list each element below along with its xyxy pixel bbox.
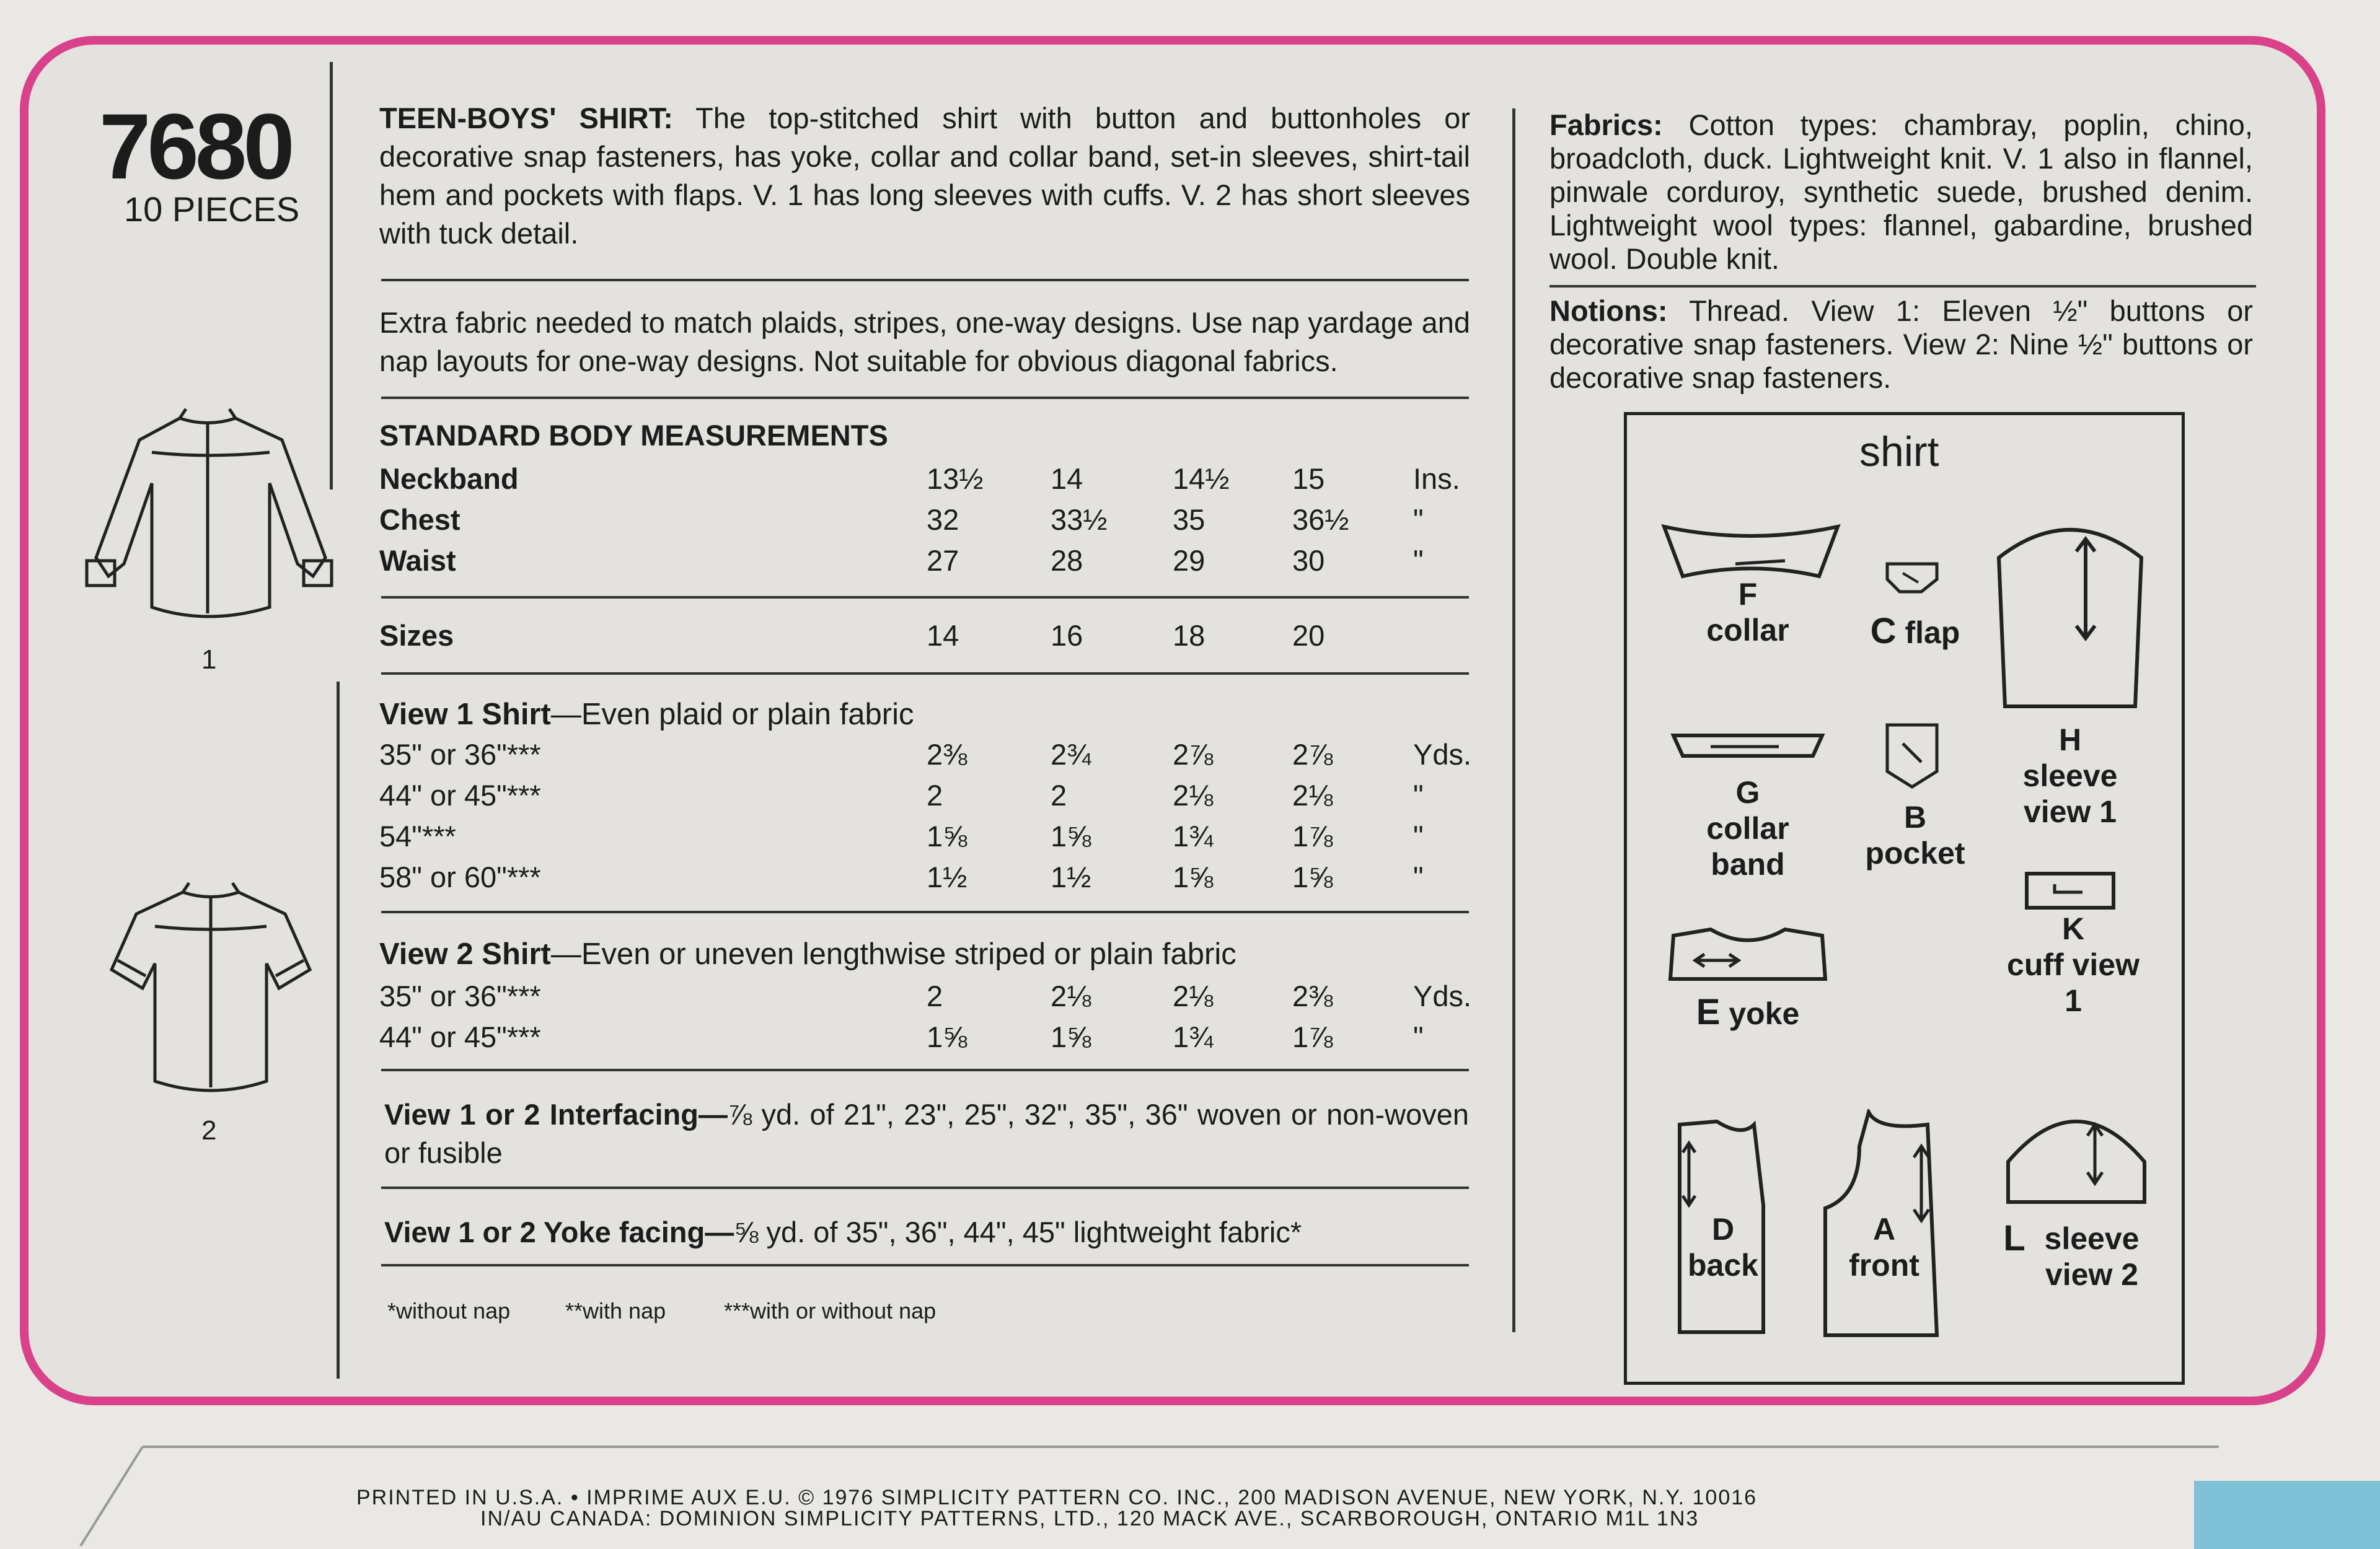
measurements-cell: 33½ <box>1051 503 1108 536</box>
piece-a-front <box>1828 1211 1940 1283</box>
size-cell: 16 <box>1051 619 1083 652</box>
piece-c-name: flap <box>1905 615 1960 650</box>
view1-cell: 2⅜ <box>927 738 967 771</box>
view1-heading <box>379 697 914 732</box>
view1-cell: 2¾ <box>1051 738 1091 771</box>
measurements-cell: 36½ <box>1292 503 1349 536</box>
rule <box>381 672 1469 675</box>
piece-d-letter: D <box>1711 1212 1735 1247</box>
view2-row-label: 35" or 36"*** <box>379 980 541 1012</box>
pieces-count: 10 PIECES <box>124 190 300 229</box>
view1-cell: 1⅝ <box>927 820 967 853</box>
piece-a-name: front <box>1849 1248 1919 1283</box>
view2-cell: 1⅝ <box>927 1020 967 1053</box>
piece-d-back <box>1673 1211 1773 1283</box>
measurements-cell: 29 <box>1173 544 1205 577</box>
measurements-cell: 35 <box>1173 503 1205 536</box>
piece-e-name: yoke <box>1729 996 1800 1031</box>
yoke-facing-text: ⅝ yd. of 35", 36", 44", 45" lightweight fabric* <box>734 1216 1302 1248</box>
view1-cell: 1⅝ <box>1051 820 1091 853</box>
size-cell: 18 <box>1173 619 1205 652</box>
notions-title: Notions: <box>1549 294 1668 327</box>
rule <box>381 397 1469 399</box>
measurements-cell: 32 <box>927 503 959 536</box>
view2-cell: 2⅛ <box>1051 980 1091 1012</box>
view2-cell: 2⅛ <box>1173 980 1214 1012</box>
view1-unit: " <box>1413 820 1424 853</box>
view-1-shirt-illustration <box>59 397 356 632</box>
collar-band-piece-shape <box>1667 728 1828 762</box>
piece-h-letter: H <box>2058 722 2082 757</box>
view1-cell: 2⅞ <box>1292 738 1333 771</box>
piece-g-letter: G <box>1735 775 1760 810</box>
fabrics-text: Cotton types: chambray, poplin, chino, broadcloth, duck. Lightweight knit. V. 1 also in flannel, pinwale corduroy, synthetic suede, brushed denim. Lightweight wool types: flannel, gabardine, brushed wool. Double knit. <box>1549 108 2253 275</box>
view2-cell: 1¾ <box>1173 1020 1214 1053</box>
piece-g-collar-band <box>1673 774 1822 882</box>
measurements-cell: 15 <box>1292 462 1325 495</box>
view2-cell: 1⅞ <box>1292 1020 1333 1053</box>
piece-k-cuff-view1 <box>2002 911 2144 1019</box>
view2-unit: Yds. <box>1413 980 1472 1012</box>
measurements-row-label: Chest <box>379 503 461 536</box>
rule <box>381 1069 1469 1071</box>
rule <box>381 1187 1469 1189</box>
pattern-number: 7680 <box>99 94 291 198</box>
measurements-row-label: Waist <box>379 544 456 577</box>
piece-e-letter: E <box>1696 992 1721 1032</box>
pocket-piece-shape <box>1884 722 1940 790</box>
size-cell: 14 <box>927 619 959 652</box>
rule <box>381 279 1469 281</box>
view2-cell: 1⅝ <box>1051 1020 1091 1053</box>
piece-l-name: sleeve view 2 <box>2044 1221 2140 1292</box>
view1-row-label: 44" or 45"*** <box>379 779 541 812</box>
measurements-unit: " <box>1413 503 1424 536</box>
footnote-with-or-without-nap: ***with or without nap <box>724 1298 937 1323</box>
view1-cell: 1⅝ <box>1173 861 1214 893</box>
printed-line-1: PRINTED IN U.S.A. • IMPRIME AUX E.U. © 1976 SIMPLICITY PATTERN CO. INC., 200 MADISON AVENUE, NEW YORK, N.Y. 10016 <box>356 1486 1758 1509</box>
measurements-title: STANDARD BODY MEASUREMENTS <box>379 419 888 452</box>
description-text: The top-stitched shirt with button and buttonholes or decorative snap fasteners, has yoke, collar and collar band, set-in sleeves, shirt-tail hem and pockets with flaps. V. 1 has long sleeves with cuffs. V. 2 has short sleeves with tuck detail. <box>379 102 1470 250</box>
view1-unit: Yds. <box>1413 738 1472 771</box>
view1-cell: 1⅝ <box>1292 861 1333 893</box>
piece-c-flap <box>1866 613 1965 651</box>
view-2-shirt-illustration <box>99 871 322 1106</box>
rule <box>381 1264 1469 1266</box>
printed-line-2: IN/AU CANADA: DOMINION SIMPLICITY PATTERNS, LTD., 120 MACK AVE., SCARBOROUGH, ONTARIO M1L 1N3 <box>480 1507 1699 1530</box>
yoke-facing-title: View 1 or 2 Yoke facing— <box>384 1216 734 1248</box>
measurements-row-label: Neckband <box>379 462 519 495</box>
view2-unit: " <box>1413 1020 1424 1053</box>
footnote-with-nap: **with nap <box>565 1298 666 1323</box>
piece-c-letter: C <box>1870 611 1897 651</box>
view1-row-label: 35" or 36"*** <box>379 738 541 771</box>
pieces-diagram-title: shirt <box>1859 428 1939 475</box>
yoke-piece-shape <box>1667 923 1828 985</box>
measurements-unit: " <box>1413 544 1424 577</box>
measurements-cell: 27 <box>927 544 959 577</box>
notions <box>1549 294 2253 395</box>
piece-f-name: collar <box>1706 613 1789 647</box>
fabrics-title: Fabrics: <box>1549 108 1663 141</box>
view1-cell: 1½ <box>1051 861 1091 893</box>
view1-cell: 1⅞ <box>1292 820 1333 853</box>
view1-cell: 2⅛ <box>1173 779 1214 812</box>
view1-unit: " <box>1413 861 1424 893</box>
view1-subtitle: —Even plaid or plain fabric <box>550 698 914 731</box>
description-title: TEEN-BOYS' SHIRT: <box>379 102 673 134</box>
sleeve-view1-piece-shape <box>1990 520 2151 719</box>
view2-subtitle: —Even or uneven lengthwise striped or plain fabric <box>550 937 1236 971</box>
piece-b-pocket <box>1853 799 1977 871</box>
measurements-cell: 30 <box>1292 544 1325 577</box>
measurements-cell: 14 <box>1051 462 1083 495</box>
measurements-unit: Ins. <box>1413 462 1460 495</box>
piece-b-letter: B <box>1903 800 1927 835</box>
view2-cell: 2⅜ <box>1292 980 1333 1012</box>
view1-unit: " <box>1413 779 1424 812</box>
view1-row-label: 54"*** <box>379 820 456 853</box>
piece-b-name: pocket <box>1865 836 1965 871</box>
cuff-piece-shape <box>2024 871 2117 911</box>
size-cell: 20 <box>1292 619 1325 652</box>
measurements-cell: 28 <box>1051 544 1083 577</box>
blue-corner-tab <box>2194 1481 2380 1549</box>
sizes-label: Sizes <box>379 619 454 652</box>
piece-e-yoke <box>1673 994 1822 1032</box>
view1-cell: 2 <box>1051 779 1067 812</box>
rule <box>1549 285 2256 287</box>
view2-heading <box>379 937 1236 972</box>
view2-row-label: 44" or 45"*** <box>379 1020 541 1053</box>
divider-left-bottom <box>337 682 340 1379</box>
view-1-label: 1 <box>201 644 217 675</box>
view1-cell: 2⅛ <box>1292 779 1333 812</box>
piece-f-letter: F <box>1738 577 1758 612</box>
piece-h-name: sleeve view 1 <box>2022 758 2118 829</box>
description <box>379 99 1470 253</box>
footnote-without-nap: *without nap <box>387 1298 511 1323</box>
view1-row-label: 58" or 60"*** <box>379 861 541 893</box>
piece-a-letter: A <box>1872 1212 1896 1247</box>
view1-cell: 1¾ <box>1173 820 1214 853</box>
yoke-facing <box>384 1213 1469 1252</box>
view-2-label: 2 <box>201 1115 217 1146</box>
interfacing-text: ⅞ yd. of 21", 23", 25", 32", 35", 36" woven or non-woven or fusible <box>384 1098 1469 1169</box>
flap-piece-shape <box>1884 561 1940 595</box>
measurements-cell: 13½ <box>927 462 984 495</box>
piece-h-sleeve-view1 <box>1996 722 2144 830</box>
view2-cell: 2 <box>927 980 943 1012</box>
piece-k-name: cuff view 1 <box>2007 947 2140 1018</box>
divider-right <box>1512 108 1515 1332</box>
interfacing-title: View 1 or 2 Interfacing— <box>384 1098 728 1131</box>
piece-l-letter: L <box>2003 1218 2025 1258</box>
sleeve-view2-piece-shape <box>2002 1106 2151 1205</box>
piece-f-collar <box>1673 576 1822 648</box>
view1-cell: 2 <box>927 779 943 812</box>
extra-fabric-note: Extra fabric needed to match plaids, stripes, one-way designs. Use nap yardage and nap layouts for one-way designs. Not suitable for obvious diagonal fabrics. <box>379 306 1470 377</box>
measurements-cell: 14½ <box>1173 462 1230 495</box>
notions-text: Thread. View 1: Eleven ½" buttons or decorative snap fasteners. View 2: Nine ½" buttons or decorative snap fasteners. <box>1549 294 2253 394</box>
piece-k-letter: K <box>2061 911 2085 946</box>
divider-left-top <box>330 62 333 489</box>
view1-title: View 1 Shirt <box>379 698 551 731</box>
rule <box>381 596 1469 599</box>
interfacing <box>384 1095 1469 1172</box>
view2-title: View 2 Shirt <box>379 937 551 971</box>
piece-d-name: back <box>1688 1248 1758 1283</box>
fabrics <box>1549 108 2253 276</box>
view1-cell: 2⅞ <box>1173 738 1214 771</box>
piece-g-name: collar band <box>1706 811 1789 882</box>
rule <box>381 911 1469 913</box>
view1-cell: 1½ <box>927 861 967 893</box>
